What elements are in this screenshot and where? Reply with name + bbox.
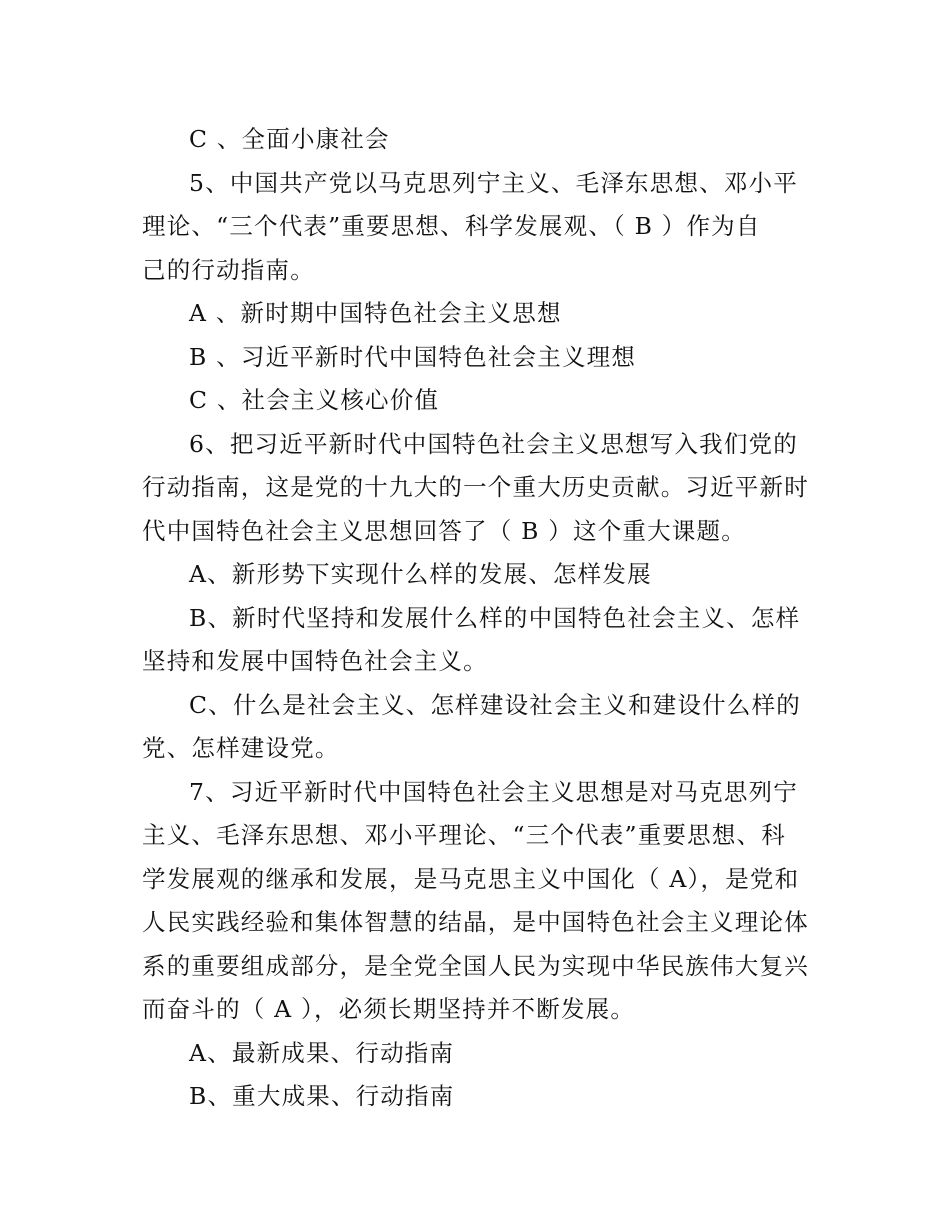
question-5-line-3: 己的行动指南。 — [142, 255, 315, 284]
question-7-line-1: 7、习近平新时代中国特色社会主义思想是对马克思列宁 — [189, 777, 798, 806]
question-7-line-3: 学发展观的继承和发展，是马克思主义中国化（ A），是党和 — [142, 864, 800, 893]
question-6-line-3: 代中国特色社会主义思想回答了（ B ）这个重大课题。 — [142, 516, 746, 545]
option-b-q5: B 、习近平新时代中国特色社会主义理想 — [189, 342, 637, 371]
question-5-line-2: 理论、“三个代表”重要思想、科学发展观、（ B ）作为自 — [142, 212, 761, 240]
question-7-line-2: 主义、毛泽东思想、邓小平理论、“三个代表”重要思想、科 — [142, 821, 786, 849]
option-b-q6-line-1: B、新时代坚持和发展什么样的中国特色社会主义、怎样 — [189, 603, 801, 632]
option-a-q5: A 、新时期中国特色社会主义思想 — [189, 299, 562, 327]
document-body — [142, 118, 812, 1119]
option-c-q5: C 、社会主义核心价值 — [189, 386, 440, 414]
question-7-line-5: 系的重要组成部分，是全党全国人民为实现中华民族伟大复兴 — [142, 951, 809, 980]
question-6-line-2: 行动指南，这是党的十九大的一个重大历史贡献。习近平新时 — [142, 473, 809, 501]
question-7-line-6: 而奋斗的（ A ），必须长期坚持并不断发展。 — [142, 995, 636, 1023]
option-c-q4: C 、全面小康社会 — [189, 125, 390, 153]
option-c-q6-line-1: C、什么是社会主义、怎样建设社会主义和建设什么样的 — [189, 690, 801, 719]
question-5-line-1: 5、中国共产党以马克思列宁主义、毛泽东思想、邓小平 — [189, 168, 798, 197]
option-c-q6-line-2: 党、怎样建设党。 — [142, 734, 340, 762]
option-b-q6-line-2: 坚持和发展中国特色社会主义。 — [142, 647, 488, 675]
option-a-q6: A、新形势下实现什么样的发展、怎样发展 — [189, 560, 652, 588]
question-7-line-4: 人民实践经验和集体智慧的结晶，是中国特色社会主义理论体 — [142, 908, 809, 936]
option-b-q7: B、重大成果、行动指南 — [189, 1082, 455, 1110]
option-a-q7: A、最新成果、行动指南 — [189, 1038, 455, 1067]
question-6-line-1: 6、把习近平新时代中国特色社会主义思想写入我们党的 — [189, 429, 798, 458]
